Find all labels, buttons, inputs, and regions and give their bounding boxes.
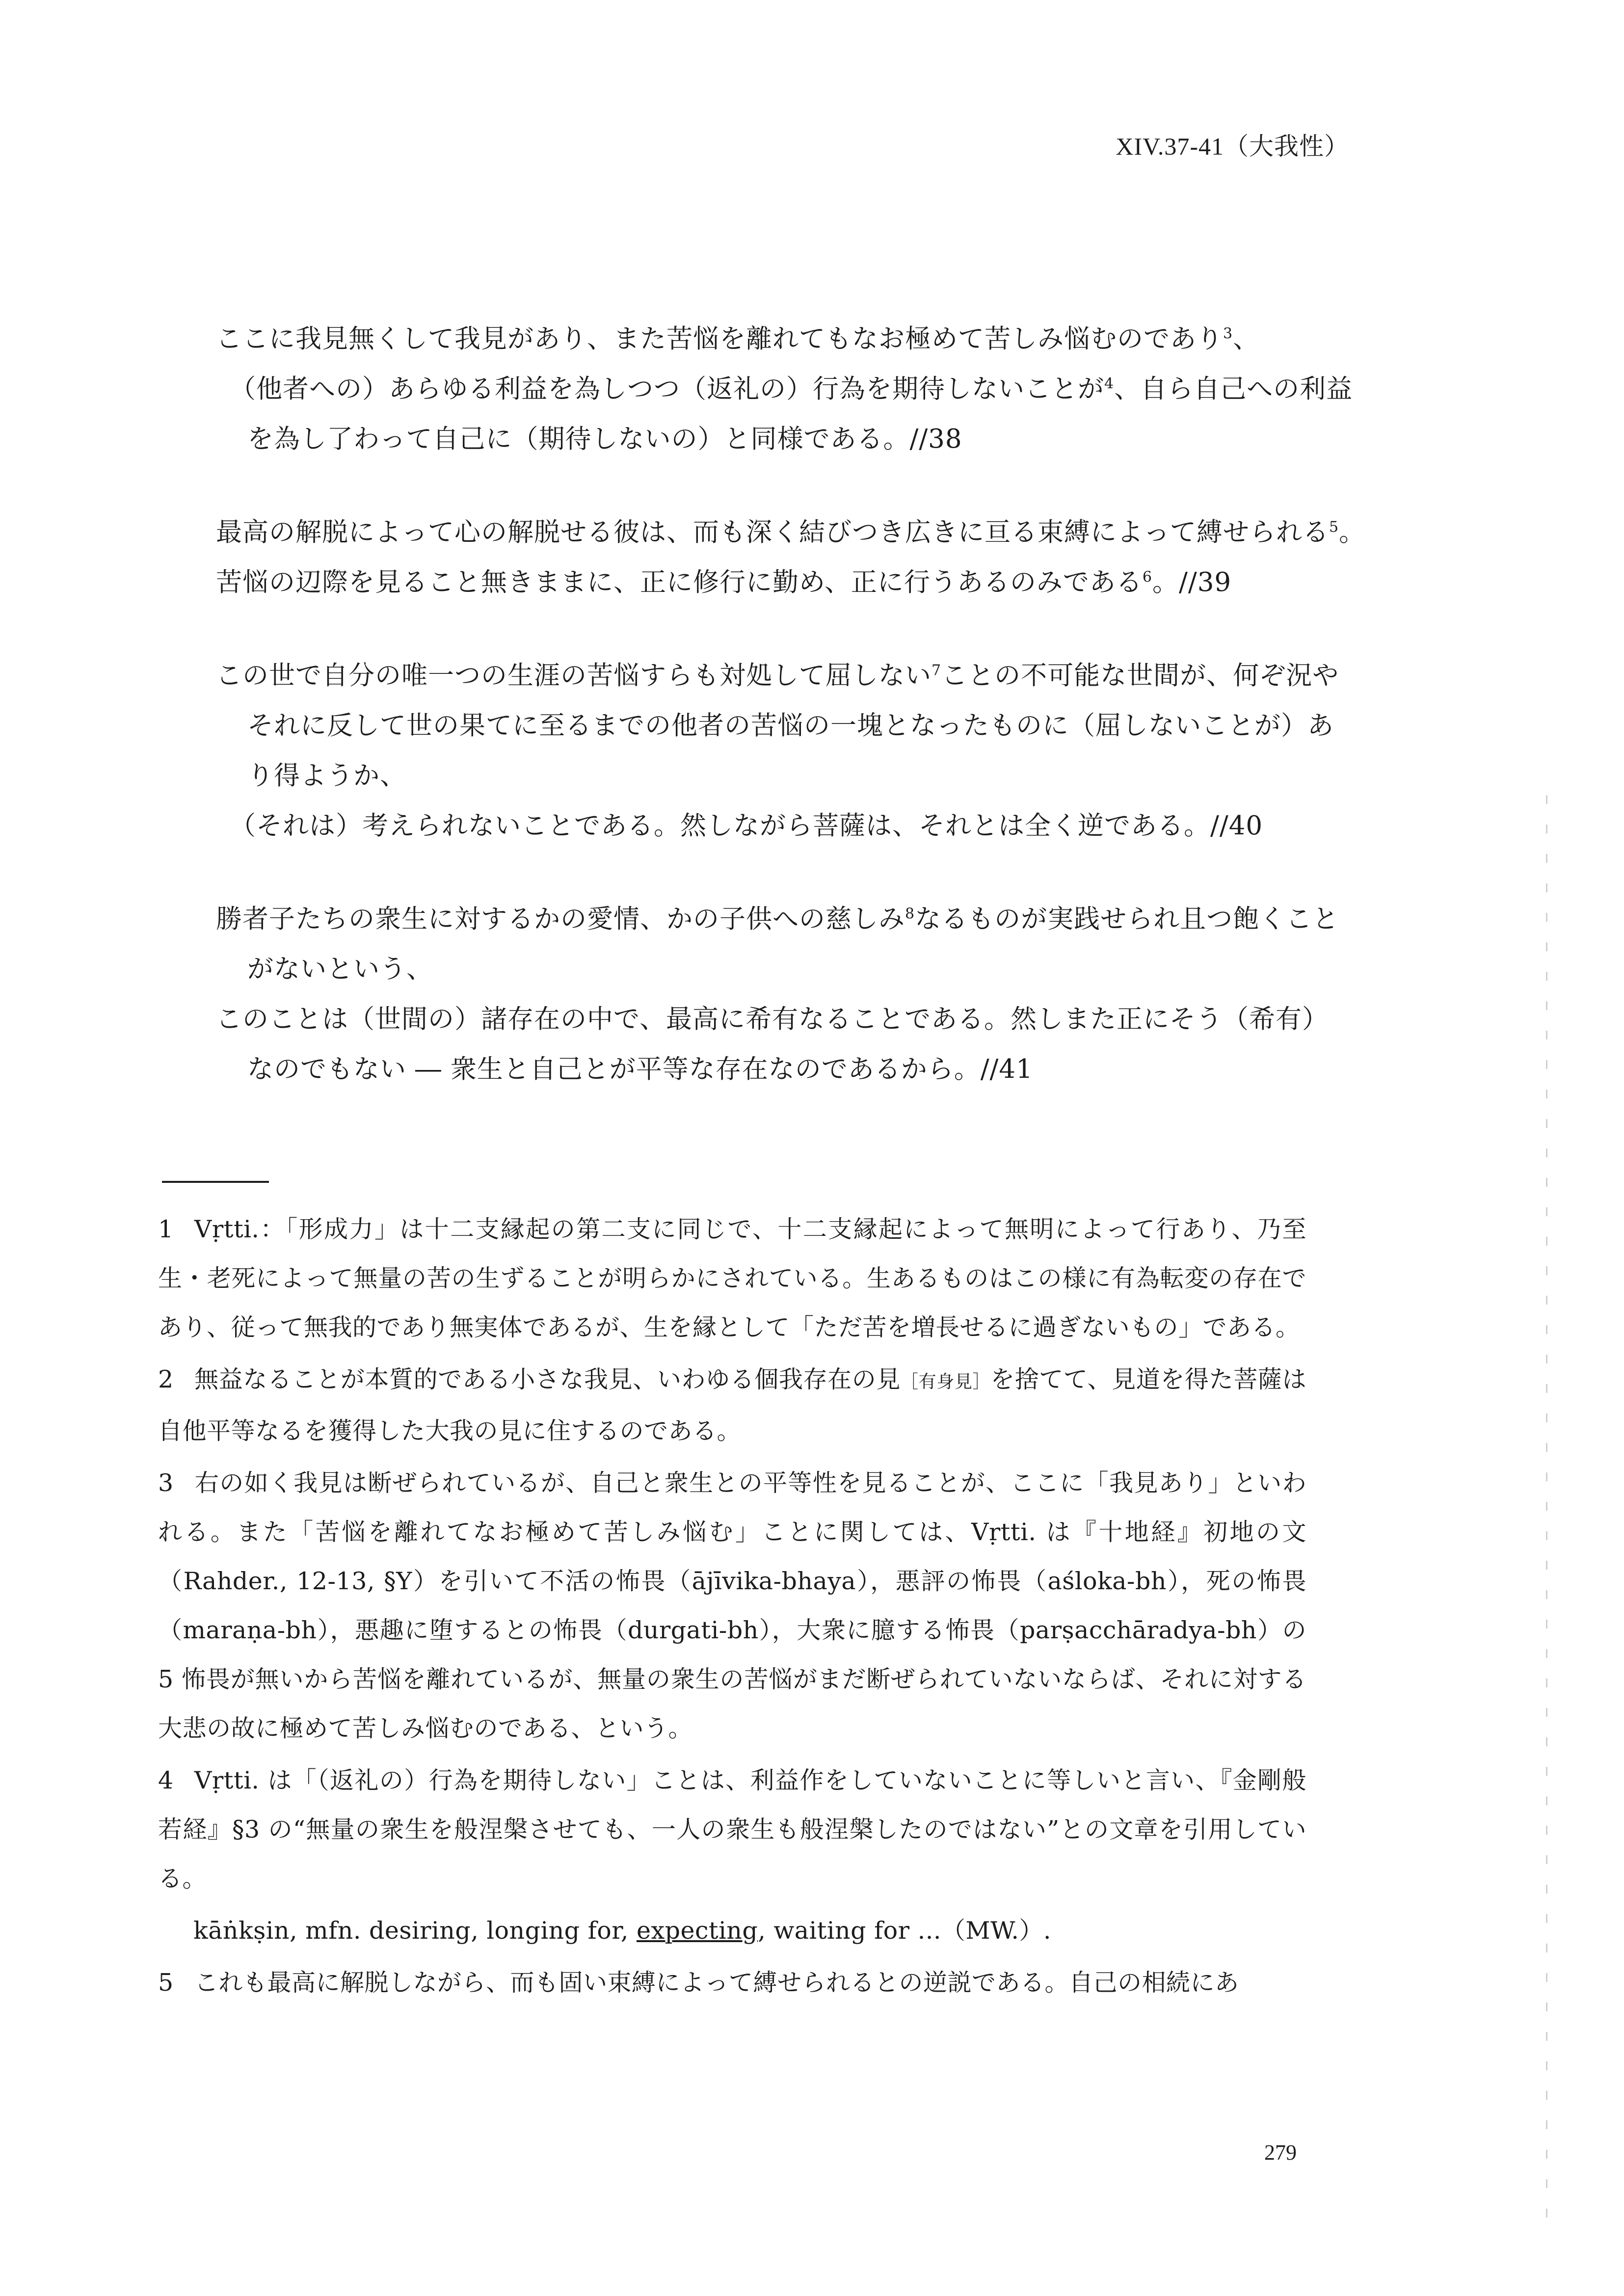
verse-text: なるものが実践せられ且つ飽くこと <box>915 904 1339 934</box>
verse-text: なのでもない ― 衆生と自己とが平等な存在なのであるから。//41 <box>247 1054 1033 1084</box>
verse-text: がないという、 <box>247 954 433 984</box>
verse-line <box>216 558 1384 608</box>
footnote-2 <box>158 1355 1306 1456</box>
footnote-1 <box>158 1205 1306 1352</box>
footnote-3 <box>158 1459 1306 1753</box>
footnote-ref[interactable]: 6 <box>1142 568 1152 586</box>
verse-text: このことは（世間の）諸存在の中で、最高に希有なることである。然しまた正にそう（希有） <box>216 1004 1329 1034</box>
underlined-term: expecting <box>636 1917 758 1945</box>
footnote-text: kāṅkṣin, mfn. desiring, longing for, <box>193 1917 637 1945</box>
verse-text: ことの不可能な世間が、何ぞ況や <box>941 661 1339 691</box>
verse-text: （他者への）あらゆる利益を為しつつ（返礼の）行為を期待しないことが <box>230 374 1104 404</box>
verse-line <box>216 701 1384 751</box>
footnote-text: 無益なることが本質的である小さな我見、いわゆる個我存在の見 <box>194 1365 901 1393</box>
verse-line <box>216 994 1384 1044</box>
verse-text: 、自ら自己への利益 <box>1114 374 1353 404</box>
verse-line <box>216 801 1384 851</box>
footnotes <box>158 1205 1306 2010</box>
footnote-4-dictionary-entry <box>158 1906 1306 1955</box>
footnote-text: Vṛtti.：「形成力」は十二支縁起の第二支に同じで、十二支縁起によって無明によって行あり、乃至生・老死によって無量の苦の生ずることが明らかにされている。生あるものはこの様に有為転変の存在であり、従って無我的であり無実体であるが、生を縁として「ただ苦を増長せるに過ぎないもの」である。 <box>158 1215 1306 1341</box>
verse-text: それに反して世の果てに至るまでの他者の苦悩の一塊となったものに（屈しないことが）あ <box>247 711 1334 741</box>
verse-text: 苦悩の辺際を見ること無きままに、正に修行に勤め、正に行うあるのみである <box>216 567 1143 597</box>
verse-text: この世で自分の唯一つの生涯の苦悩すらも対処して屈しない <box>216 661 932 691</box>
footnote-number: 5 <box>158 1969 174 1997</box>
verse-line <box>216 414 1384 464</box>
footnote-5 <box>158 1958 1306 2007</box>
verse-line <box>216 651 1384 701</box>
verse-line <box>216 894 1384 944</box>
verse-line <box>216 1044 1384 1095</box>
verse-text: 、 <box>1233 324 1260 354</box>
footnote-text: を捨てて、見道を得た菩薩は自他平等なるを獲得した大我の見に住するのである。 <box>158 1365 1306 1445</box>
footnote-ref[interactable]: 8 <box>905 905 915 923</box>
verse-38 <box>216 314 1384 464</box>
verse-line <box>216 751 1384 801</box>
verse-text: 。 <box>1339 517 1366 547</box>
scan-edge-mark <box>1546 795 1547 2218</box>
footnote-text: 右の如く我見は断ぜられているが、自己と衆生との平等性を見ることが、ここに「我見あり」といわれる。また「苦悩を離れてなお極めて苦しみ悩む」ことに関しては、Vṛtti. は『十地経』初地の文（Rahder., 12-13, §Y）を引いて不活の怖畏（ājīvika-bhaya），悪評の怖畏（aśloka-bh），死の怖畏（maraṇa-bh），悪趣に堕するとの怖畏（durgati-bh），大衆に臆する怖畏（parṣacchāradya-bh）の 5 怖畏が無いから苦悩を離れているが、無量の衆生の苦悩がまだ断ぜられていないならば、それに対する大悲の故に極めて苦しみ悩むのである、という。 <box>158 1469 1306 1742</box>
verse-text: （それは）考えられないことである。然しながら菩薩は、それとは全く逆である。//40 <box>230 811 1263 841</box>
footnote-number: 4 <box>158 1766 174 1794</box>
verse-39 <box>216 507 1384 608</box>
page-number: 279 <box>1264 2140 1297 2164</box>
footnote-ref[interactable]: 4 <box>1104 375 1115 393</box>
verse-text: 勝者子たちの衆生に対するかの愛情、かの子供への慈しみ <box>216 904 905 934</box>
verse-line <box>216 507 1384 558</box>
footnote-gloss: ［有身見］ <box>900 1372 991 1392</box>
footnote-ref[interactable]: 5 <box>1329 518 1339 536</box>
verse-40 <box>216 651 1384 851</box>
footnote-text: Vṛtti. は「（返礼の）行為を期待しない」ことは、利益作をしていないことに等しいと言い、『金剛般若経』§3 の“無量の衆生を般涅槃させても、一人の衆生も般涅槃したのではない”との文章を引用している。 <box>158 1766 1306 1893</box>
footnote-number: 2 <box>158 1365 174 1393</box>
footnote-ref[interactable]: 3 <box>1223 325 1233 343</box>
footnote-4 <box>158 1756 1306 1903</box>
verse-text: 最高の解脱によって心の解脱せる彼は、而も深く結びつき広きに亘る束縛によって縛せられる <box>216 517 1329 547</box>
running-header: XIV.37-41（大我性） <box>1116 133 1349 160</box>
verse-line <box>216 944 1384 994</box>
footnote-text: , waiting for ...（MW.）. <box>758 1917 1052 1945</box>
verse-line <box>216 314 1384 364</box>
footnote-number: 1 <box>158 1215 174 1243</box>
verse-line <box>216 364 1384 414</box>
footnote-number: 3 <box>158 1469 174 1497</box>
footnote-separator <box>162 1181 269 1183</box>
verse-text: を為し了わって自己に（期待しないの）と同様である。//38 <box>247 424 962 454</box>
verse-text: り得ようか、 <box>247 761 406 791</box>
verse-text: 。//39 <box>1152 567 1232 597</box>
footnote-text: これも最高に解脱しながら、而も固い束縛によって縛せられるとの逆説である。自己の相続にあ <box>194 1969 1239 1997</box>
verse-block <box>216 314 1384 1138</box>
footnote-ref[interactable]: 7 <box>932 662 942 679</box>
verse-text: ここに我見無くして我見があり、また苦悩を離れてもなお極めて苦しみ悩むのであり <box>216 324 1223 354</box>
verse-41 <box>216 894 1384 1095</box>
